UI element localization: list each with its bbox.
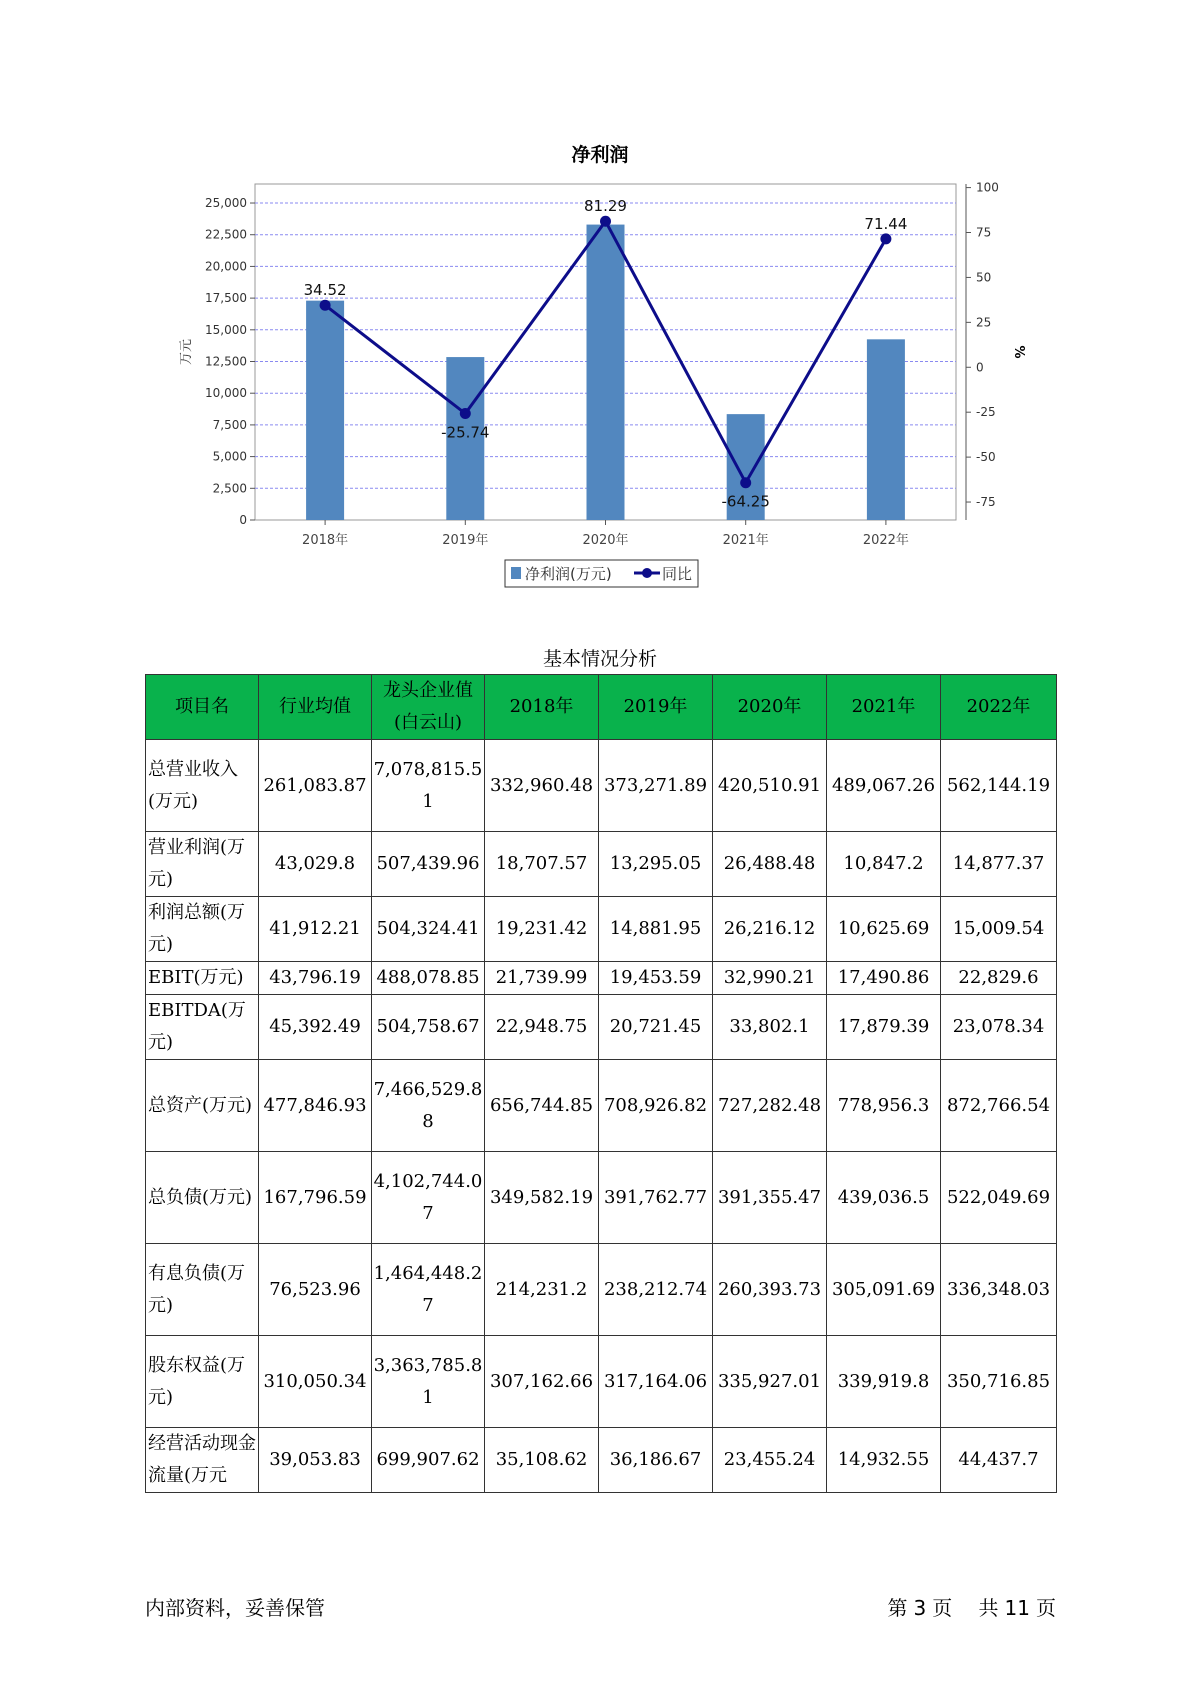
value-cell: 260,393.73 bbox=[713, 1244, 827, 1336]
right-axis-label: % bbox=[1011, 345, 1026, 359]
legend-line-marker bbox=[642, 568, 652, 578]
yoy-point bbox=[740, 477, 751, 488]
yoy-point bbox=[460, 408, 471, 419]
value-cell: 17,879.39 bbox=[827, 995, 941, 1060]
value-cell: 22,829.6 bbox=[941, 962, 1057, 995]
yoy-data-label: 71.44 bbox=[864, 214, 908, 233]
table-header-cell: 2020年 bbox=[713, 675, 827, 740]
table-header-cell: 行业均值 bbox=[259, 675, 372, 740]
value-cell: 391,762.77 bbox=[599, 1152, 713, 1244]
value-cell: 20,721.45 bbox=[599, 995, 713, 1060]
value-cell: 507,439.96 bbox=[372, 832, 485, 897]
value-cell: 522,049.69 bbox=[941, 1152, 1057, 1244]
value-cell: 21,739.99 bbox=[485, 962, 599, 995]
y-tick-label: 0 bbox=[239, 513, 247, 527]
row-label-cell: 营业利润(万元) bbox=[146, 832, 259, 897]
table-header-cell: 2021年 bbox=[827, 675, 941, 740]
x-tick-label: 2022年 bbox=[862, 533, 909, 548]
y-tick-label: 20,000 bbox=[205, 259, 247, 274]
net-profit-chart bbox=[0, 0, 1191, 600]
y-tick-label: 15,000 bbox=[205, 322, 247, 337]
value-cell: 317,164.06 bbox=[599, 1336, 713, 1428]
legend-bar-label: 净利润(万元) bbox=[525, 565, 612, 583]
table-header-cell: 2022年 bbox=[941, 675, 1057, 740]
row-label-cell: 经营活动现金流量(万元 bbox=[146, 1428, 259, 1493]
value-cell: 4,102,744.07 bbox=[372, 1152, 485, 1244]
y2-tick-label: 50 bbox=[976, 270, 992, 285]
table-row bbox=[146, 962, 1057, 995]
value-cell: 727,282.48 bbox=[713, 1060, 827, 1152]
x-tick-label: 2020年 bbox=[582, 533, 629, 548]
value-cell: 489,067.26 bbox=[827, 740, 941, 832]
page-unit: 页 bbox=[932, 1596, 953, 1620]
y2-tick-label: -75 bbox=[976, 495, 996, 510]
value-cell: 439,036.5 bbox=[827, 1152, 941, 1244]
table-header-cell: 2018年 bbox=[485, 675, 599, 740]
y2-tick-label: 0 bbox=[976, 360, 984, 375]
value-cell: 332,960.48 bbox=[485, 740, 599, 832]
value-cell: 43,796.19 bbox=[259, 962, 372, 995]
value-cell: 349,582.19 bbox=[485, 1152, 599, 1244]
bar-net-profit bbox=[306, 301, 344, 520]
footer-page-info bbox=[881, 1592, 1056, 1621]
yoy-data-label: 34.52 bbox=[303, 281, 347, 300]
table-row bbox=[146, 897, 1057, 962]
value-cell: 350,716.85 bbox=[941, 1336, 1057, 1428]
row-label-cell: EBITDA(万元) bbox=[146, 995, 259, 1060]
y-tick-label: 5,000 bbox=[212, 449, 247, 464]
legend-line-label: 同比 bbox=[662, 565, 693, 583]
table-header-cell: 项目名 bbox=[146, 675, 259, 740]
value-cell: 22,948.75 bbox=[485, 995, 599, 1060]
value-cell: 18,707.57 bbox=[485, 832, 599, 897]
value-cell: 708,926.82 bbox=[599, 1060, 713, 1152]
yoy-point bbox=[320, 300, 331, 311]
value-cell: 23,455.24 bbox=[713, 1428, 827, 1493]
value-cell: 656,744.85 bbox=[485, 1060, 599, 1152]
y-tick-label: 22,500 bbox=[205, 227, 247, 242]
table-header-cell: 2019年 bbox=[599, 675, 713, 740]
table-row bbox=[146, 740, 1057, 832]
value-cell: 26,216.12 bbox=[713, 897, 827, 962]
table-row bbox=[146, 1428, 1057, 1493]
table-row bbox=[146, 1060, 1057, 1152]
value-cell: 310,050.34 bbox=[259, 1336, 372, 1428]
value-cell: 373,271.89 bbox=[599, 740, 713, 832]
yoy-point bbox=[600, 216, 611, 227]
table-caption: 基本情况分析 bbox=[542, 648, 657, 670]
value-cell: 167,796.59 bbox=[259, 1152, 372, 1244]
value-cell: 562,144.19 bbox=[941, 740, 1057, 832]
value-cell: 238,212.74 bbox=[599, 1244, 713, 1336]
y2-tick-label: 75 bbox=[976, 225, 992, 240]
value-cell: 336,348.03 bbox=[941, 1244, 1057, 1336]
y2-tick-label: 25 bbox=[976, 315, 992, 330]
value-cell: 699,907.62 bbox=[372, 1428, 485, 1493]
bar-net-profit bbox=[587, 225, 625, 520]
yoy-data-label: -64.25 bbox=[721, 492, 770, 511]
value-cell: 26,488.48 bbox=[713, 832, 827, 897]
value-cell: 45,392.49 bbox=[259, 995, 372, 1060]
value-cell: 43,029.8 bbox=[259, 832, 372, 897]
value-cell: 23,078.34 bbox=[941, 995, 1057, 1060]
page-number: 3 bbox=[913, 1596, 927, 1620]
value-cell: 36,186.67 bbox=[599, 1428, 713, 1493]
value-cell: 261,083.87 bbox=[259, 740, 372, 832]
value-cell: 307,162.66 bbox=[485, 1336, 599, 1428]
chart-legend bbox=[505, 560, 698, 587]
value-cell: 32,990.21 bbox=[713, 962, 827, 995]
value-cell: 19,231.42 bbox=[485, 897, 599, 962]
basic-analysis-table bbox=[145, 674, 1057, 1493]
value-cell: 17,490.86 bbox=[827, 962, 941, 995]
y-tick-label: 10,000 bbox=[205, 386, 247, 401]
table-row bbox=[146, 1244, 1057, 1336]
table-row bbox=[146, 995, 1057, 1060]
value-cell: 504,758.67 bbox=[372, 995, 485, 1060]
y-tick-label: 7,500 bbox=[212, 417, 247, 432]
value-cell: 14,877.37 bbox=[941, 832, 1057, 897]
value-cell: 15,009.54 bbox=[941, 897, 1057, 962]
value-cell: 504,324.41 bbox=[372, 897, 485, 962]
value-cell: 14,932.55 bbox=[827, 1428, 941, 1493]
yoy-data-label: 81.29 bbox=[584, 197, 627, 216]
value-cell: 44,437.7 bbox=[941, 1428, 1057, 1493]
value-cell: 391,355.47 bbox=[713, 1152, 827, 1244]
footer-confidential-note: 内部资料，妥善保管 bbox=[145, 1596, 325, 1620]
total-prefix: 共 bbox=[978, 1596, 999, 1620]
value-cell: 778,956.3 bbox=[827, 1060, 941, 1152]
row-label-cell: 总负债(万元) bbox=[146, 1152, 259, 1244]
value-cell: 19,453.59 bbox=[599, 962, 713, 995]
y-tick-label: 25,000 bbox=[205, 196, 247, 211]
y-tick-label: 12,500 bbox=[205, 354, 247, 369]
value-cell: 10,847.2 bbox=[827, 832, 941, 897]
value-cell: 305,091.69 bbox=[827, 1244, 941, 1336]
bar-net-profit bbox=[867, 339, 905, 520]
x-tick-label: 2018年 bbox=[302, 533, 349, 548]
value-cell: 14,881.95 bbox=[599, 897, 713, 962]
yoy-data-label: -25.74 bbox=[441, 423, 490, 442]
chart-title: 净利润 bbox=[571, 144, 629, 166]
value-cell: 7,078,815.51 bbox=[372, 740, 485, 832]
value-cell: 7,466,529.88 bbox=[372, 1060, 485, 1152]
value-cell: 33,802.1 bbox=[713, 995, 827, 1060]
table-row bbox=[146, 832, 1057, 897]
total-unit: 页 bbox=[1036, 1596, 1056, 1620]
x-tick-label: 2021年 bbox=[722, 533, 769, 548]
table-header-cell: 龙头企业值 (白云山) bbox=[372, 675, 485, 740]
value-cell: 35,108.62 bbox=[485, 1428, 599, 1493]
y-tick-label: 2,500 bbox=[212, 481, 247, 496]
page-prefix: 第 bbox=[887, 1596, 908, 1620]
value-cell: 214,231.2 bbox=[485, 1244, 599, 1336]
row-label-cell: 利润总额(万元) bbox=[146, 897, 259, 962]
table-header-row bbox=[146, 675, 1057, 740]
y-tick-label: 17,500 bbox=[205, 291, 247, 306]
value-cell: 335,927.01 bbox=[713, 1336, 827, 1428]
row-label-cell: 总资产(万元) bbox=[146, 1060, 259, 1152]
row-label-cell: EBIT(万元) bbox=[146, 962, 259, 995]
y2-tick-label: -25 bbox=[976, 405, 996, 420]
total-pages: 11 bbox=[1004, 1596, 1030, 1620]
yoy-point bbox=[880, 233, 891, 244]
value-cell: 10,625.69 bbox=[827, 897, 941, 962]
table-row bbox=[146, 1152, 1057, 1244]
row-label-cell: 股东权益(万元) bbox=[146, 1336, 259, 1428]
value-cell: 477,846.93 bbox=[259, 1060, 372, 1152]
value-cell: 420,510.91 bbox=[713, 740, 827, 832]
row-label-cell: 有息负债(万元) bbox=[146, 1244, 259, 1336]
value-cell: 339,919.8 bbox=[827, 1336, 941, 1428]
value-cell: 13,295.05 bbox=[599, 832, 713, 897]
y2-tick-label: -50 bbox=[976, 450, 996, 465]
value-cell: 488,078.85 bbox=[372, 962, 485, 995]
value-cell: 39,053.83 bbox=[259, 1428, 372, 1493]
legend-bar-swatch bbox=[511, 567, 521, 579]
value-cell: 41,912.21 bbox=[259, 897, 372, 962]
value-cell: 3,363,785.81 bbox=[372, 1336, 485, 1428]
value-cell: 76,523.96 bbox=[259, 1244, 372, 1336]
value-cell: 872,766.54 bbox=[941, 1060, 1057, 1152]
table-row bbox=[146, 1336, 1057, 1428]
left-axis-label: 万元 bbox=[179, 338, 194, 366]
y2-tick-label: 100 bbox=[976, 180, 999, 195]
value-cell: 1,464,448.27 bbox=[372, 1244, 485, 1336]
x-tick-label: 2019年 bbox=[442, 533, 489, 548]
row-label-cell: 总营业收入(万元) bbox=[146, 740, 259, 832]
